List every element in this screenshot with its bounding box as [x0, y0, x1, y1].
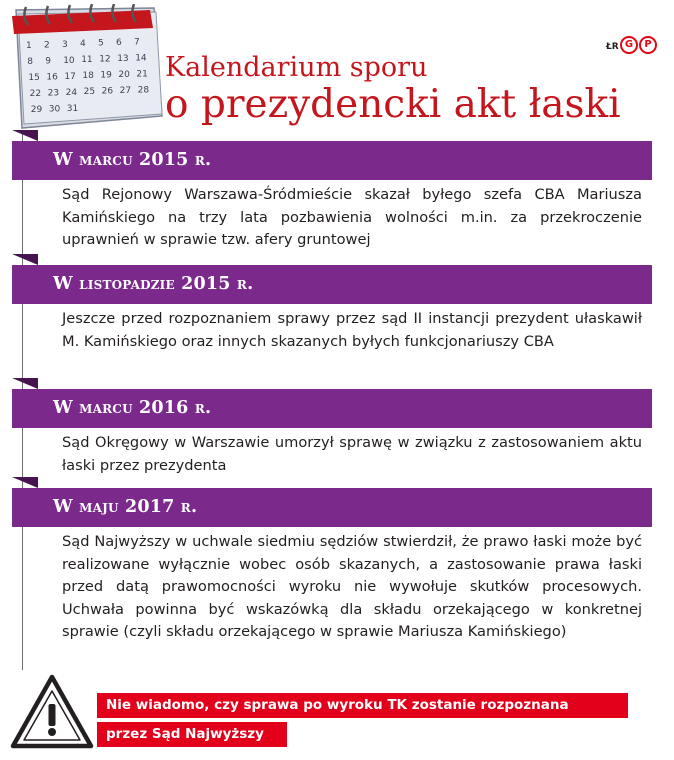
calendar-day: 23	[47, 88, 60, 99]
calendar-day: 18	[82, 71, 94, 82]
calendar-day: 3	[62, 39, 68, 50]
header-fold	[12, 130, 38, 141]
calendar-day: 21	[136, 69, 148, 80]
calendar-day: 9	[45, 56, 51, 67]
timeline-date: W marcu 2016 r.	[53, 398, 212, 418]
calendar-day: 13	[117, 54, 129, 64]
calendar-day: 10	[63, 55, 75, 66]
calendar-day: 5	[98, 38, 104, 49]
calendar-day: 6	[116, 38, 122, 48]
timeline-text: Sąd Okręgowy w Warszawie umorzył sprawę w związku z zastosowaniem aktu łaski przez prezydenta	[62, 434, 642, 474]
calendar-day: 16	[46, 72, 58, 83]
warning-text-line1: Nie wiadomo, czy sprawa po wyroku TK zostanie rozpoznana	[97, 693, 628, 718]
page-title-line2: o prezydencki akt łaski	[165, 82, 621, 127]
calendar-day: 12	[99, 54, 111, 65]
timeline-date: W listopadzie 2015 r.	[53, 274, 254, 294]
calendar-icon	[6, 4, 166, 132]
calendar-day: 25	[83, 87, 96, 98]
page-title-line1: Kalendarium sporu	[165, 52, 428, 83]
calendar-day: 1	[26, 41, 32, 51]
calendar-day: 20	[118, 70, 130, 80]
calendar-day: 29	[30, 105, 43, 115]
timeline-text: Sąd Najwyższy w uchwale siedmiu sędziów stwierdził, że prawo łaski może być realizowane wyłącznie wobec osób skazanych, a zastosowanie prawa łaski przed datą prawomocności wyroku nie wywołuje skutków procesowych. Uchwała powinna być wskazówką dla składu orzekającego w konkretnej sprawie (czyli składu orzekającego w sprawie Mariusza Kamińskiego)	[62, 533, 642, 641]
header-fold	[12, 254, 38, 265]
logo-letter: P	[639, 36, 657, 54]
header-fold	[12, 378, 38, 389]
calendar-day: 27	[119, 86, 132, 96]
timeline-date: W maju 2017 r.	[53, 497, 198, 517]
warning-text-line2: przez Sąd Najwyższy	[97, 722, 287, 747]
calendar-day: 31	[66, 103, 79, 114]
header-fold	[12, 477, 38, 488]
calendar-day: 19	[100, 70, 112, 81]
calendar-day: 30	[48, 104, 61, 115]
calendar-day: 7	[134, 37, 140, 48]
publisher-logo	[620, 36, 657, 56]
calendar-day: 8	[27, 57, 33, 67]
author-credit: ŁR	[606, 42, 619, 52]
logo-letter: G	[620, 36, 638, 54]
timeline-date: W marcu 2015 r.	[53, 150, 212, 170]
timeline-text: Sąd Rejonowy Warszawa-Śródmieście skazał byłego szefa CBA Mariusza Kamińskiego na trzy lata pozbawienia wolności m.in. za przekroczenie uprawnień w sprawie tzw. afery gruntowej	[62, 186, 642, 249]
timeline-text: Jeszcze przed rozpoznaniem sprawy przez sąd II instancji prezydent ułaskawił M. Kamińskiego oraz innych skazanych byłych funkcjonariuszy CBA	[62, 310, 642, 350]
calendar-day: 4	[80, 39, 86, 50]
calendar-day: 17	[64, 71, 76, 82]
calendar-day: 14	[135, 53, 147, 64]
calendar-day: 28	[137, 85, 150, 96]
calendar-day: 22	[29, 89, 42, 99]
calendar-day: 26	[101, 86, 114, 97]
calendar-day: 2	[44, 40, 50, 51]
calendar-day: 24	[65, 87, 78, 98]
calendar-day: 11	[81, 55, 93, 66]
warning-triangle-icon	[10, 674, 94, 750]
calendar-day: 15	[28, 73, 40, 83]
